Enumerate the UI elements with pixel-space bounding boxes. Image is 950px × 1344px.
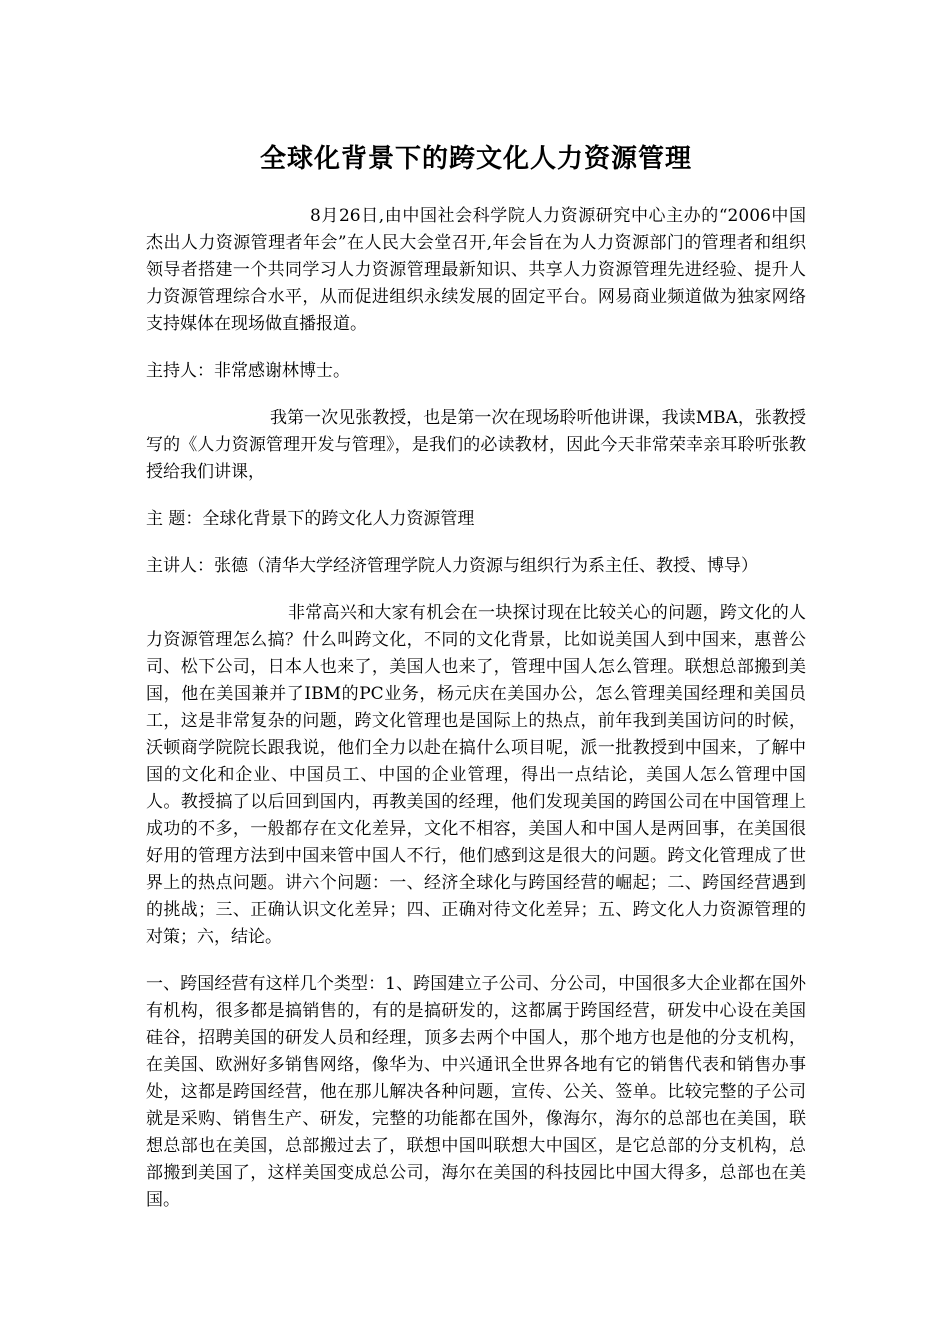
- speech-opening-paragraph: 非常高兴和大家有机会在一块探讨现在比较关心的问题，跨文化的人力资源管理怎么搞？什么叫跨文化，不同的文化背景，比如说美国人到中国来，惠普公司、松下公司，日本人也来了，美国人也来了，管理中国人怎么管理。联想总部搬到美国，他在美国兼并了IBM的PC业务，杨元庆在美国办公，怎么管理美国经理和美国员工，这是非常复杂的问题，跨文化管理也是国际上的热点，前年我到美国访问的时候，沃顿商学院院长跟我说，他们全力以赴在搞什么项目呢，派一批教授到中国来，了解中国的文化和企业、中国员工、中国的企业管理，得出一点结论，美国人怎么管理中国人。教授搞了以后回到国内，再教美国的经理，他们发现美国的跨国公司在中国管理上成功的不多，一般都存在文化差异，文化不相容，美国人和中国人是两回事，在美国很好用的管理方法到中国来管中国人不行，他们感到这是很大的问题。跨文化管理成了世界上的热点问题。讲六个问题：一、经济全球化与跨国经营的崛起；二、跨国经营遇到的挑战；三、正确认识文化差异；四、正确对待文化差异；五、跨文化人力资源管理的对策；六，结论。: [146, 603, 806, 947]
- intro-paragraph: 8月26日,由中国社会科学院人力资源研究中心主办的“2006中国杰出人力资源管理者年会”在人民大会堂召开,年会旨在为人力资源部门的管理者和组织领导者搭建一个共同学习人力资源管理最新知识、共享人力资源管理先进经验、提升人力资源管理综合水平，从而促进组织永续发展的固定平台。网易商业频道做为独家网络支持媒体在现场做直播报道。: [146, 206, 806, 334]
- topic-line: 主 题：全球化背景下的跨文化人力资源管理: [146, 509, 475, 529]
- host-remark: 主持人：非常感谢林博士。: [146, 361, 350, 381]
- document-page: [146, 120, 806, 1234]
- document-title: 全球化背景下的跨文化人力资源管理: [259, 144, 692, 174]
- host-introduction-paragraph: 我第一次见张教授，也是第一次在现场聆听他讲课，我读MBA，张教授写的《人力资源管理开发与管理》，是我们的必读教材，因此今天非常荣幸亲耳聆听张教授给我们讲课，: [146, 408, 806, 482]
- section-one-paragraph: 一、跨国经营有这样几个类型：1、跨国建立子公司、分公司，中国很多大企业都在国外有机构，很多都是搞销售的，有的是搞研发的，这都属于跨国经营，研发中心设在美国硅谷，招聘美国的研发人员和经理，顶多去两个中国人，那个地方也是他的分支机构，在美国、欧洲好多销售网络，像华为、中兴通讯全世界各地有它的销售代表和销售办事处，这都是跨国经营，他在那儿解决各种问题，宣传、公关、签单。比较完整的子公司就是采购、销售生产、研发，完整的功能都在国外，像海尔，海尔的总部也在美国，联想总部也在美国，总部搬过去了，联想中国叫联想大中国区，是它总部的分支机构，总部搬到美国了，这样美国变成总公司，海尔在美国的科技园比中国大得多，总部也在美国。: [146, 974, 806, 1210]
- speaker-line: 主讲人：张德（清华大学经济管理学院人力资源与组织行为系主任、教授、博导）: [146, 556, 758, 576]
